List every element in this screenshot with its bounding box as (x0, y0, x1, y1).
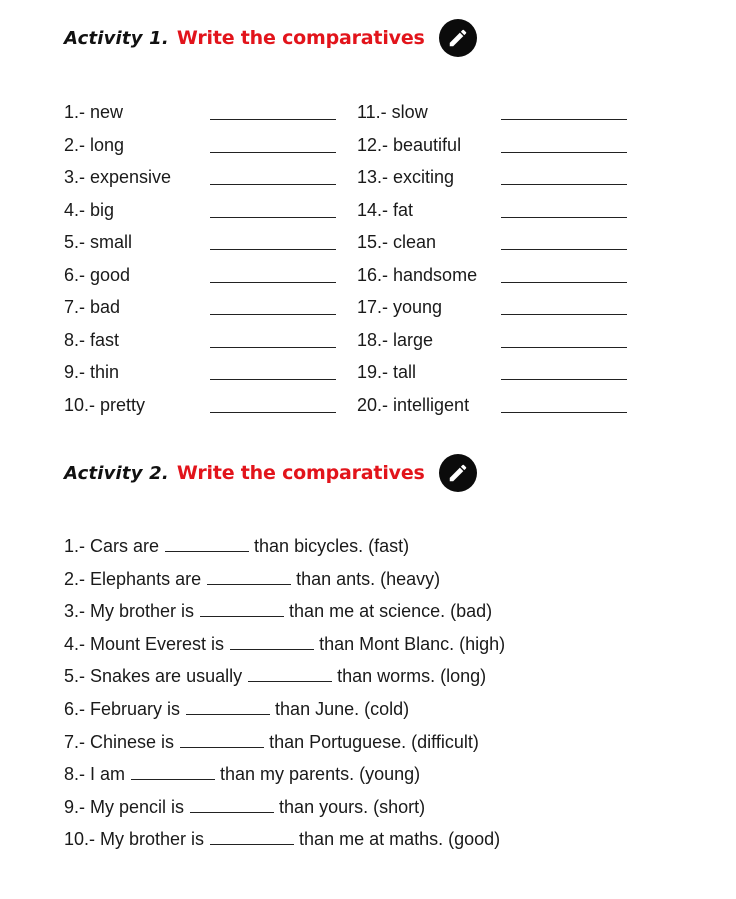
sentence-item (64, 793, 425, 821)
answer-blank[interactable] (186, 696, 270, 715)
answer-blank[interactable] (501, 119, 627, 120)
word-item (357, 327, 627, 353)
pencil-icon (439, 19, 477, 57)
word-label: 4.- big (64, 199, 115, 220)
activity1-heading (64, 18, 477, 58)
word-item (357, 99, 627, 125)
sentence-start: 1.- Cars are (64, 536, 160, 556)
word-label: 11.- slow (357, 102, 428, 122)
sentence-start: 2.- Elephants are (64, 568, 202, 589)
word-item (64, 262, 334, 288)
sentence-item (64, 728, 479, 756)
word-label: 19.- tall (357, 362, 417, 382)
answer-blank[interactable] (200, 598, 284, 617)
sentence-end: than my parents. (young) (220, 764, 421, 785)
answer-blank[interactable] (210, 217, 336, 218)
answer-blank[interactable] (131, 761, 215, 780)
sentence-start: 5.- Snakes are usually (64, 666, 243, 687)
answer-blank[interactable] (501, 314, 627, 315)
answer-blank[interactable] (501, 152, 627, 153)
word-item (357, 392, 627, 418)
word-label: 13.- exciting (357, 167, 455, 187)
answer-blank[interactable] (501, 184, 627, 185)
answer-blank[interactable] (207, 566, 291, 585)
word-item (64, 99, 334, 125)
answer-blank[interactable] (501, 282, 627, 283)
word-label: 5.- small (64, 232, 133, 252)
sentence-item (64, 565, 440, 593)
word-item (64, 392, 334, 418)
sentence-start: 10.- My brother is (64, 829, 205, 850)
sentence-start: 7.- Chinese is (64, 731, 175, 752)
pencil-icon (439, 454, 477, 492)
sentence-start: 8.- I am (64, 764, 126, 785)
sentence-start: 6.- February is (64, 699, 181, 719)
word-item (64, 327, 334, 353)
activity1-instruction: Write the comparatives (176, 27, 425, 49)
answer-blank[interactable] (501, 249, 627, 250)
sentence-item (64, 630, 505, 658)
sentence-item (64, 825, 500, 853)
word-label: 6.- good (64, 264, 131, 285)
answer-blank[interactable] (210, 379, 336, 380)
word-label: 8.- fast (64, 329, 120, 350)
word-label: 9.- thin (64, 362, 120, 382)
answer-blank[interactable] (210, 119, 336, 120)
word-item (357, 262, 627, 288)
word-label: 10.- pretty (64, 394, 146, 415)
word-item (357, 294, 627, 320)
sentence-end: than June. (cold) (275, 699, 410, 719)
answer-blank[interactable] (248, 663, 332, 682)
sentence-end: than ants. (heavy) (296, 568, 441, 589)
answer-blank[interactable] (230, 631, 314, 650)
word-label: 14.- fat (357, 199, 414, 220)
answer-blank[interactable] (180, 729, 264, 748)
word-item (357, 132, 627, 158)
word-item (357, 164, 627, 190)
answer-blank[interactable] (210, 314, 336, 315)
answer-blank[interactable] (210, 184, 336, 185)
word-label: 7.- bad (64, 297, 121, 317)
answer-blank[interactable] (210, 282, 336, 283)
sentence-end: than bicycles. (fast) (254, 536, 410, 556)
activity1-word-list (64, 99, 664, 429)
sentence-item (64, 662, 486, 690)
word-item (357, 359, 627, 385)
sentence-item (64, 532, 409, 560)
word-label: 12.- beautiful (357, 134, 462, 155)
answer-blank[interactable] (210, 347, 336, 348)
word-label: 1.- new (64, 102, 124, 122)
word-item (64, 359, 334, 385)
word-label: 16.- handsome (357, 264, 478, 285)
sentence-start: 3.- My brother is (64, 601, 195, 622)
sentence-end: than Portuguese. (difficult) (269, 731, 479, 752)
word-item (64, 164, 334, 190)
word-label: 3.- expensive (64, 167, 172, 187)
sentence-item (64, 695, 409, 723)
word-label: 17.- young (357, 297, 443, 317)
word-item (64, 229, 334, 255)
answer-blank[interactable] (210, 412, 336, 413)
word-item (357, 197, 627, 223)
activity2-label: Activity 2. (64, 462, 169, 484)
word-item (64, 197, 334, 223)
answer-blank[interactable] (210, 826, 294, 845)
word-label: 20.- intelligent (357, 394, 470, 415)
word-label: 18.- large (357, 329, 434, 350)
answer-blank[interactable] (501, 347, 627, 348)
sentence-item (64, 597, 492, 625)
sentence-end: than me at maths. (good) (299, 829, 501, 850)
sentence-start: 9.- My pencil is (64, 796, 185, 817)
answer-blank[interactable] (501, 379, 627, 380)
word-item (64, 294, 334, 320)
sentence-end: than me at science. (bad) (289, 601, 493, 622)
activity2-instruction: Write the comparatives (176, 462, 425, 484)
sentence-end: than yours. (short) (279, 796, 426, 817)
answer-blank[interactable] (210, 249, 336, 250)
word-label: 2.- long (64, 134, 125, 155)
sentence-start: 4.- Mount Everest is (64, 633, 225, 654)
sentence-end: than Mont Blanc. (high) (319, 633, 506, 654)
word-item (357, 229, 627, 255)
activity1-label: Activity 1. (64, 27, 169, 49)
sentence-item (64, 760, 420, 788)
sentence-end: than worms. (long) (337, 666, 487, 687)
answer-blank[interactable] (501, 412, 627, 413)
answer-blank[interactable] (501, 217, 627, 218)
activity2-heading (64, 453, 477, 493)
word-label: 15.- clean (357, 232, 437, 252)
answer-blank[interactable] (165, 533, 249, 552)
answer-blank[interactable] (190, 794, 274, 813)
word-item (64, 132, 334, 158)
answer-blank[interactable] (210, 152, 336, 153)
